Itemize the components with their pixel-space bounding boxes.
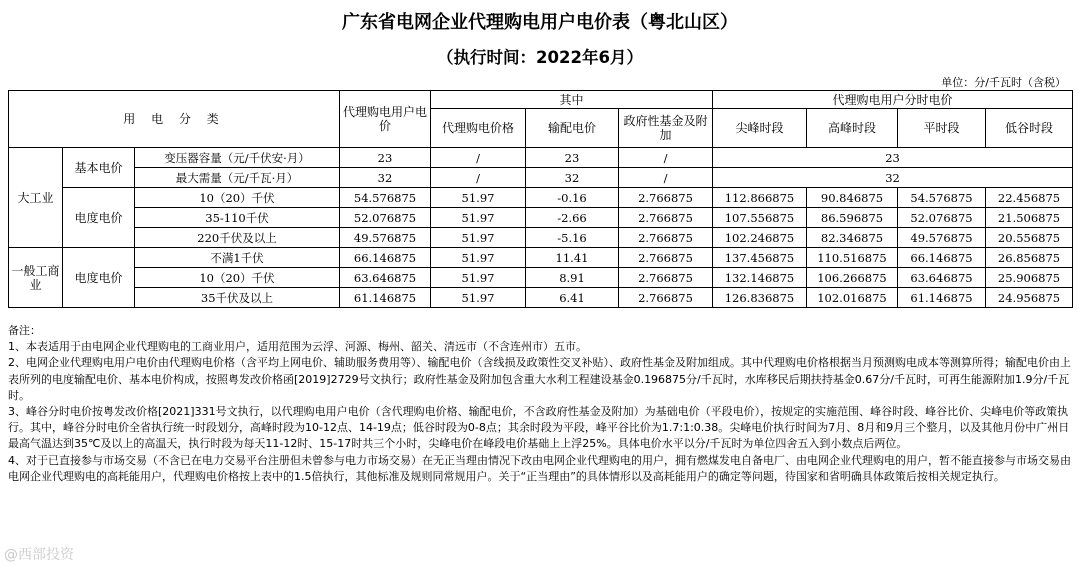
header-valley: 低谷时段: [986, 109, 1073, 148]
row-name: 35-110千伏: [135, 208, 340, 228]
cell-price: 32: [340, 168, 431, 188]
cell-tou: 23: [713, 148, 1073, 168]
cell-trans: 6.41: [526, 288, 619, 308]
cell-price: 52.076875: [340, 208, 431, 228]
cell-trans: -0.16: [526, 188, 619, 208]
cell-flat: 61.146875: [898, 288, 986, 308]
cell-peak: 107.556875: [713, 208, 807, 228]
cell-price: 61.146875: [340, 288, 431, 308]
cell-agency: 51.97: [431, 248, 526, 268]
cell-peak: 102.246875: [713, 228, 807, 248]
header-flat: 平时段: [898, 109, 986, 148]
cell-flat: 54.576875: [898, 188, 986, 208]
cell-trans: -2.66: [526, 208, 619, 228]
cell-valley: 21.506875: [986, 208, 1073, 228]
unit-label: 单位：分/千瓦时（含税）: [941, 76, 1066, 89]
row-name: 变压器容量（元/千伏安·月）: [135, 148, 340, 168]
cell-fund: 2.766875: [619, 208, 713, 228]
row-name: 不满1千伏: [135, 248, 340, 268]
page-subtitle: （执行时间：2022年6月）: [437, 48, 643, 67]
cell-trans: 32: [526, 168, 619, 188]
header-agency-price: 代理购电用户电价: [340, 91, 431, 148]
cell-valley: 25.906875: [986, 268, 1073, 288]
cell-fund: 2.766875: [619, 248, 713, 268]
cell-price: 63.646875: [340, 268, 431, 288]
cell-flat: 52.076875: [898, 208, 986, 228]
header-tou-price: 代理购电用户分时电价: [713, 91, 1073, 109]
cell-price: 49.576875: [340, 228, 431, 248]
cell-agency: 51.97: [431, 188, 526, 208]
cell-valley: 20.556875: [986, 228, 1073, 248]
cell-fund: 2.766875: [619, 228, 713, 248]
notes-heading: 备注：: [8, 324, 41, 337]
header-agency-purchase: 代理购电价格: [431, 109, 526, 148]
note-4: 4、对于已直接参与市场交易（不含已在电力交易平台注册但未曾参与电力市场交易）在无正当理由情况下改由电网企业代理购电的用户，拥有燃煤发电自备电厂、由电网企业代理购电的用户，暂不能直接参与市场交易由电网企业代理购电的高耗能用户，代理购电价格按上表中的1.5倍执行，其他标准及规则同常规用户。关于“正当理由”的具体情形以及高耗能用户的确定等问题，待国家和省明确具体政策后按相关规定执行。: [8, 453, 1071, 483]
cell-fund: /: [619, 148, 713, 168]
cell-agency: 51.97: [431, 268, 526, 288]
cell-peak: 126.836875: [713, 288, 807, 308]
cell-high: 90.846875: [807, 188, 898, 208]
cell-high: 106.266875: [807, 268, 898, 288]
note-3: 3、峰谷分时电价按粤发改价格[2021]331号文执行，以代理购电用户电价（含代理购电价格、输配电价，不含政府性基金及附加）为基础电价（平段电价），按规定的实施范围、峰谷时段、峰谷比价、尖峰电价等政策执行。其中，峰谷分时电价全省执行统一时段划分，高峰时段为10-12点、14-19点；低谷时段为0-8点；其余时段为平段，峰平谷比价为1.7:1:0.38。尖峰电价执行时间为7月、8月和9月三个整月，以及其他月份中广州日最高气温达到35℃及以上的高温天，执行时段为每天11-12时、15-17时共三个小时，尖峰电价在峰段电价基础上上浮25%。具体电价水平以分/千瓦时为单位四舍五入到小数点后两位。: [8, 405, 1070, 451]
cell-agency: 51.97: [431, 228, 526, 248]
header-of-which: 其中: [431, 91, 713, 109]
cell-price: 66.146875: [340, 248, 431, 268]
cell-fund: 2.766875: [619, 288, 713, 308]
cell-fund: 2.766875: [619, 188, 713, 208]
cell-flat: 66.146875: [898, 248, 986, 268]
row-name: 35千伏及以上: [135, 288, 340, 308]
tariff-table: [8, 90, 1073, 308]
cell-peak: 132.146875: [713, 268, 807, 288]
cell-peak: 137.456875: [713, 248, 807, 268]
note-1: 1、本表适用于由电网企业代理购电的工商业用户，适用范围为云浮、河源、梅州、韶关、清远市（不含连州市）五市。: [8, 340, 587, 354]
header-category: 用 电 分 类: [9, 91, 340, 148]
cell-agency: /: [431, 148, 526, 168]
group-general: 一般工商业: [9, 248, 63, 308]
cell-agency: 51.97: [431, 208, 526, 228]
cell-agency: /: [431, 168, 526, 188]
group-large-industry: 大工业: [9, 148, 63, 248]
cell-high: 110.516875: [807, 248, 898, 268]
cell-agency: 51.97: [431, 288, 526, 308]
group-energy-price: 电度电价: [63, 188, 135, 248]
cell-high: 102.016875: [807, 288, 898, 308]
cell-valley: 26.856875: [986, 248, 1073, 268]
header-high: 高峰时段: [807, 109, 898, 148]
cell-fund: 2.766875: [619, 268, 713, 288]
header-transmission: 输配电价: [526, 109, 619, 148]
header-peak: 尖峰时段: [713, 109, 807, 148]
cell-trans: 23: [526, 148, 619, 168]
cell-high: 86.596875: [807, 208, 898, 228]
cell-high: 82.346875: [807, 228, 898, 248]
header-gov-fund: 政府性基金及附加: [619, 109, 713, 148]
cell-trans: 8.91: [526, 268, 619, 288]
cell-valley: 22.456875: [986, 188, 1073, 208]
watermark: @西部投资: [4, 547, 74, 563]
row-name: 10（20）千伏: [135, 268, 340, 288]
cell-flat: 63.646875: [898, 268, 986, 288]
note-2: 2、电网企业代理购电用户电价由代理购电价格（含平均上网电价、辅助服务费用等）、输配电价（含线损及政策性交叉补贴）、政府性基金及附加组成。其中代理购电价格根据当月预测购电成本等测算所得；输配电价由上表所列的电度输配电价、基本电价构成，按照粤发改价格函[2019]2729号文执行；政府性基金及附加包含重大水利工程建设基金0.196875分/千瓦时，水库移民后期扶持基金0.67分/千瓦时，可再生能源附加1.9分/千瓦时。: [8, 356, 1071, 402]
cell-peak: 112.866875: [713, 188, 807, 208]
row-name: 最大需量（元/千瓦·月）: [135, 168, 340, 188]
cell-trans: -5.16: [526, 228, 619, 248]
cell-fund: /: [619, 168, 713, 188]
row-name: 220千伏及以上: [135, 228, 340, 248]
group-basic-price: 基本电价: [63, 148, 135, 188]
page-title: 广东省电网企业代理购电用户电价表（粤北山区）: [342, 12, 738, 33]
group-energy-price-2: 电度电价: [63, 248, 135, 308]
cell-trans: 11.41: [526, 248, 619, 268]
row-name: 10（20）千伏: [135, 188, 340, 208]
cell-price: 54.576875: [340, 188, 431, 208]
notes-section: [8, 323, 1074, 485]
cell-price: 23: [340, 148, 431, 168]
cell-flat: 49.576875: [898, 228, 986, 248]
cell-tou: 32: [713, 168, 1073, 188]
cell-valley: 24.956875: [986, 288, 1073, 308]
